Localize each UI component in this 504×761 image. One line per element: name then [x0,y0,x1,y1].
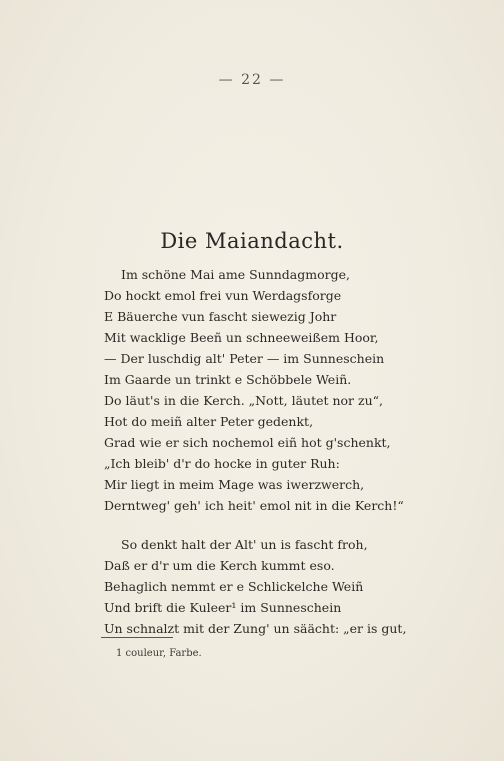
page-number: — 22 — [218,72,286,88]
verse-line: — Der luschdig alt' Peter — im Sunneschein [104,351,385,366]
verse-line: So denkt halt der Alt' un is fascht froh, [121,537,368,552]
verse-line: Do hockt emol frei vun Werdagsforge [104,288,342,303]
verse-line: Und brift die Kuleer¹ im Sunneschein [104,600,342,615]
verse-line: Behaglich nemmt er e Schlickelche Weiñ [104,579,364,594]
poem-title: Die Maiandacht. [160,229,344,253]
footnote: 1 couleur, Farbe. [116,648,202,659]
verse-line: Mit wacklige Beeñ un schneeweißem Hoor, [104,330,379,345]
verse-line: Un schnalzt mit der Zung' un säächt: „er is gut, [104,621,407,636]
verse-line: „Ich bleib' d'r do hocke in guter Ruh: [104,456,340,471]
footnote-divider [101,637,173,638]
verse-line: Im Gaarde un trinkt e Schöbbele Weiñ. [104,372,352,387]
verse-line: Do läut's in die Kerch. „Nott, läutet nor zu“, [104,393,384,408]
verse-line: Im schöne Mai ame Sunndagmorge, [121,267,350,282]
verse-line: Derntweg' geh' ich heit' emol nit in die Kerch!“ [104,498,404,513]
verse-line: E Bäuerche vun fascht siewezig Johr [104,309,337,324]
verse-line: Daß er d'r um die Kerch kummt eso. [104,558,335,573]
verse-line: Grad wie er sich nochemol eiñ hot g'schenkt, [104,435,391,450]
verse-line: Hot do meiñ alter Peter gedenkt, [104,414,314,429]
verse-line: Mir liegt in meim Mage was iwerzwerch, [104,477,365,492]
